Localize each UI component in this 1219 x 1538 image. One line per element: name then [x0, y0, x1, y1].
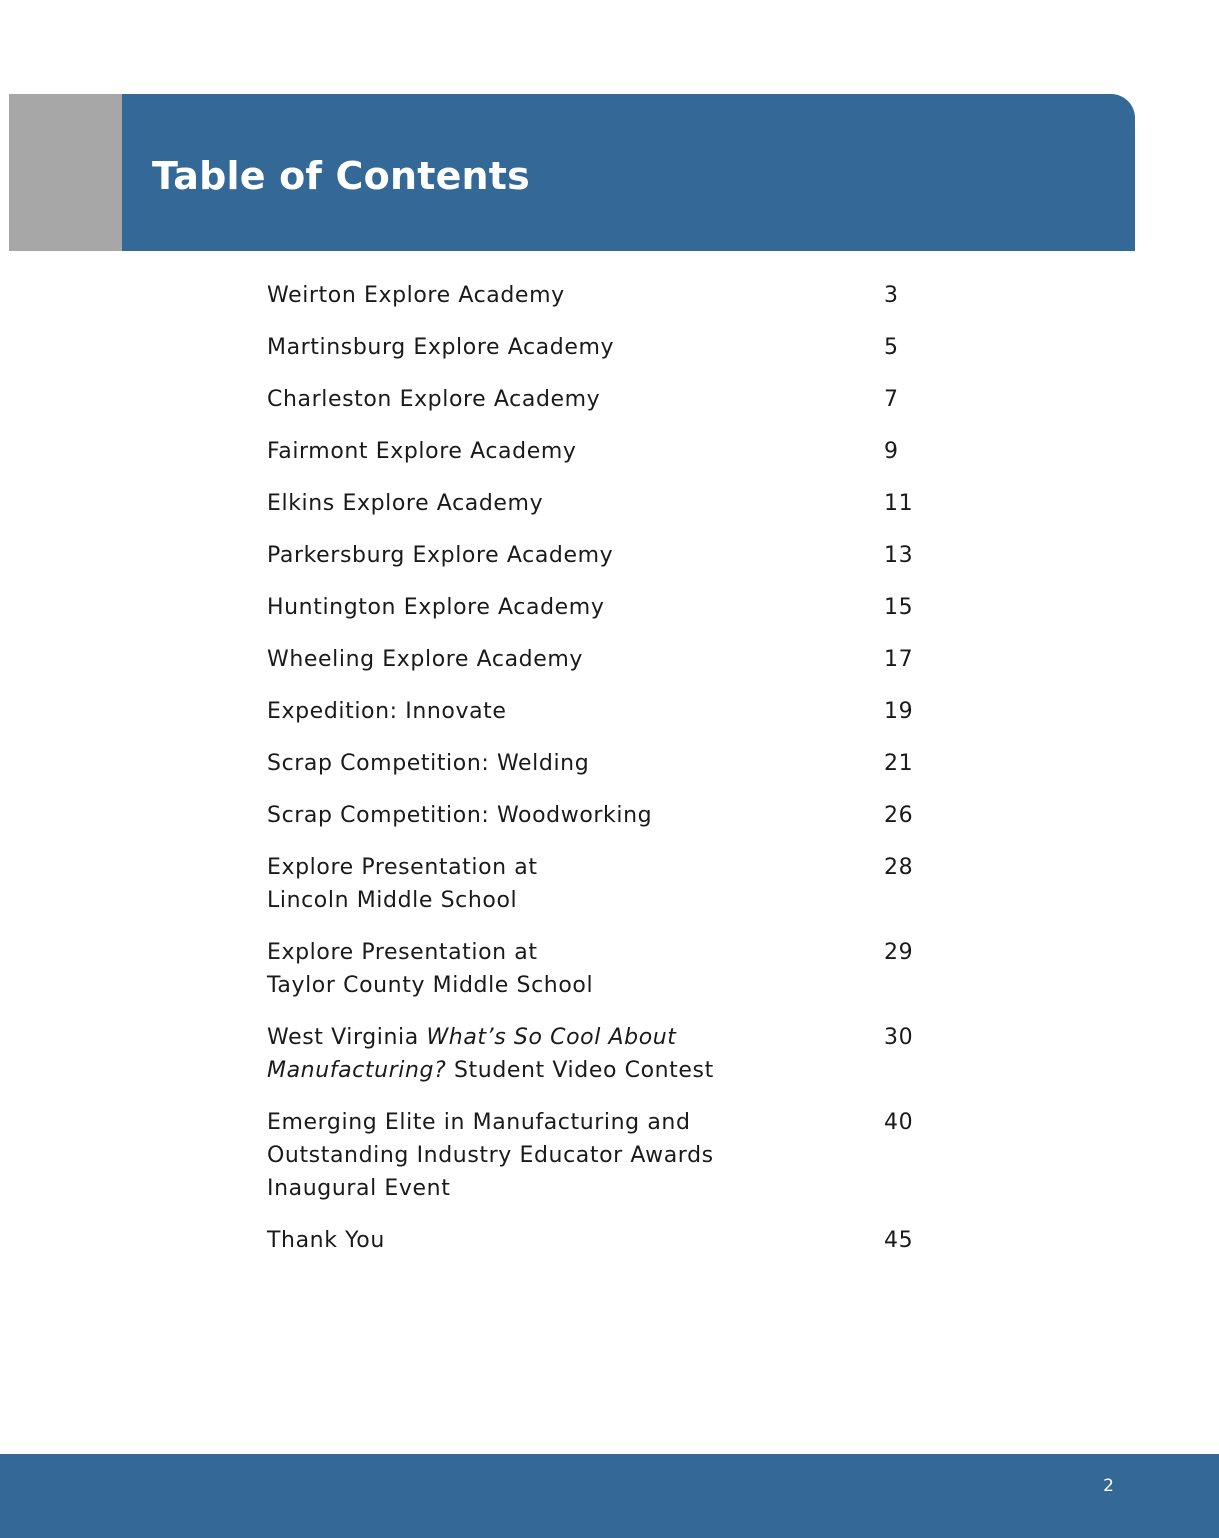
toc-entry-title: Huntington Explore Academy — [267, 595, 605, 620]
toc-entry-page: 9 — [884, 439, 899, 464]
toc-entry-title: Emerging Elite in Manufacturing and Outstanding Industry Educator Awards Inaugural Event — [267, 1110, 714, 1201]
toc-entry[interactable] — [267, 331, 967, 364]
toc-entry-title-part: Student Video Contest — [446, 1058, 714, 1083]
toc-entry[interactable] — [267, 1106, 967, 1205]
toc-entry-title — [267, 1021, 827, 1087]
table-of-contents — [267, 279, 967, 1276]
toc-entry[interactable] — [267, 1224, 967, 1257]
page-number: 2 — [1103, 1476, 1114, 1496]
toc-entry-page: 11 — [884, 491, 914, 516]
toc-entry[interactable] — [267, 1021, 967, 1087]
toc-entry-title: Parkersburg Explore Academy — [267, 543, 614, 568]
toc-entry[interactable] — [267, 539, 967, 572]
toc-entry[interactable] — [267, 279, 967, 312]
toc-entry-title-part: West Virginia — [267, 1025, 427, 1050]
toc-entry-page: 15 — [884, 595, 914, 620]
toc-entry-title: Martinsburg Explore Academy — [267, 335, 615, 360]
toc-entry-title: Weirton Explore Academy — [267, 283, 565, 308]
toc-entry-page: 7 — [884, 387, 899, 412]
toc-entry[interactable] — [267, 747, 967, 780]
toc-entry[interactable] — [267, 799, 967, 832]
toc-entry-title: Expedition: Innovate — [267, 699, 507, 724]
toc-entry-page: 5 — [884, 335, 899, 360]
toc-entry-page: 28 — [884, 855, 914, 880]
toc-entry-page: 13 — [884, 543, 914, 568]
toc-entry[interactable] — [267, 851, 967, 917]
toc-entry-title: Wheeling Explore Academy — [267, 647, 584, 672]
toc-entry[interactable] — [267, 435, 967, 468]
toc-entry[interactable] — [267, 591, 967, 624]
toc-entry-title: Scrap Competition: Welding — [267, 751, 590, 776]
toc-entry[interactable] — [267, 695, 967, 728]
toc-entry-title: Scrap Competition: Woodworking — [267, 803, 653, 828]
toc-entry-page: 45 — [884, 1228, 914, 1253]
footer-bar — [0, 1454, 1219, 1538]
header-banner — [122, 94, 1135, 251]
toc-entry[interactable] — [267, 383, 967, 416]
toc-entry-title: Explore Presentation at Taylor County Middle School — [267, 940, 594, 998]
toc-entry-title: Fairmont Explore Academy — [267, 439, 577, 464]
toc-entry-title: Explore Presentation at Lincoln Middle School — [267, 855, 538, 913]
toc-entry-title-italic: What’s So Cool About Manufacturing? — [267, 1025, 677, 1083]
toc-entry-page: 17 — [884, 647, 914, 672]
toc-entry-page: 26 — [884, 803, 914, 828]
toc-entry-page: 3 — [884, 283, 899, 308]
toc-entry-page: 29 — [884, 940, 914, 965]
toc-entry-title: Thank You — [267, 1228, 385, 1253]
toc-entry-page: 19 — [884, 699, 914, 724]
toc-entry-title: Elkins Explore Academy — [267, 491, 544, 516]
toc-entry[interactable] — [267, 487, 967, 520]
toc-entry-title: Charleston Explore Academy — [267, 387, 601, 412]
toc-entry[interactable] — [267, 936, 967, 1002]
toc-entry-page: 21 — [884, 751, 914, 776]
toc-entry-page: 30 — [884, 1025, 914, 1050]
page-title: Table of Contents — [152, 154, 530, 198]
toc-entry[interactable] — [267, 643, 967, 676]
toc-entry-page: 40 — [884, 1110, 914, 1135]
header-accent-block — [9, 94, 122, 251]
